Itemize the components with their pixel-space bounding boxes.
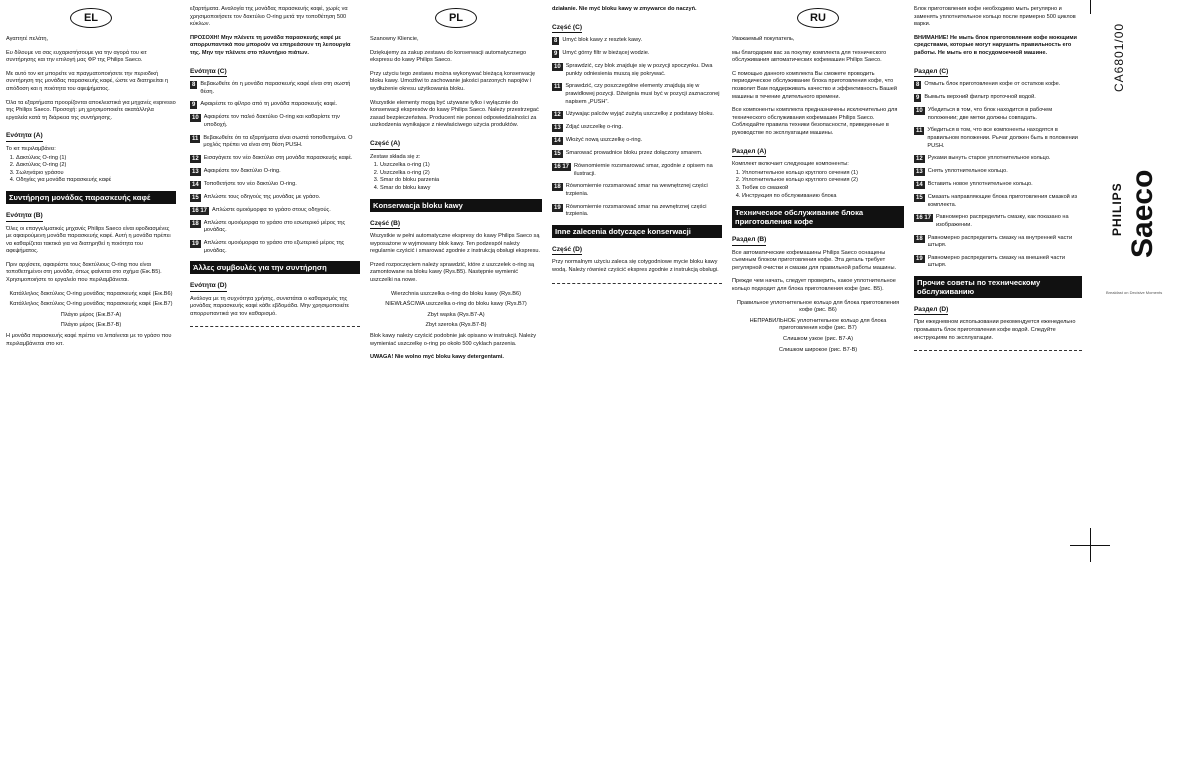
- ru-intro-2: С помощью данного комплекта Вы сможете проводить периодическое обслуживание блока приготовления кофе, что позволит Вам поддерживать качество и эффективность Вашей машины в течение длительного времени.: [732, 70, 897, 100]
- ru-section-a: Раздел (A): [732, 148, 766, 158]
- step-text: Вставить новое уплотнительное кольцо.: [927, 181, 1033, 188]
- tagline: Breakfast on Decisive Moments: [1106, 290, 1163, 295]
- step-text: Αφαιρέστε τον παλιό δακτύλιο O-ring και καθαρίστε την υποδοχή.: [203, 114, 340, 128]
- step-9: [552, 50, 722, 58]
- step-15: [552, 150, 722, 158]
- ru-b-ref-1: НЕПРАВИЛЬНОЕ уплотнительное кольцо для блока приготовления кофе (рис. B7): [749, 317, 887, 332]
- list-item: 1. Уплотнительное кольцо круглого сечения (1): [742, 170, 904, 178]
- step-text: Равномерно распределить смазку на внутренней части штыря.: [927, 234, 1073, 249]
- step-text: Równomiernie rozsmarować smar, zgodnie z opisem na ilustracji.: [574, 163, 713, 177]
- step-number: 13: [192, 168, 199, 175]
- step-12: [190, 155, 360, 163]
- step-number: 16 17: [554, 164, 570, 171]
- el-a-lead: Το κιτ περιλαμβάνει:: [6, 145, 56, 152]
- step-number: 13: [916, 169, 923, 176]
- step-15: [190, 194, 360, 202]
- ru-intro-3: Все компоненты комплекта предназначены исключительно для технического обслуживания кофемашин Philips Saeco. Соблюдайте правила техники безопасности, приведенные в руководстве по эксплуатации машины.: [732, 107, 898, 136]
- step-number: 15: [916, 195, 923, 202]
- el-intro-1: Ευ δίλουμε να σας ευχαριστήσουμε για την αγορά του κιτ συντήρησης και την επιλογή μας ΦΡ της Philips Saeco.: [6, 49, 147, 64]
- ru-b-text-0: Все автоматические кофемашины Philips Saeco оснащены съемным блоком приготовления кофе. Эта деталь требует регулярной очистки и смазки для правильной работы машины.: [732, 249, 897, 271]
- crop-mark-vertical: [1090, 528, 1091, 562]
- divider: [914, 350, 1082, 351]
- step-number: 16 17: [192, 207, 208, 214]
- ru-b-ref-0: Правильное уплотнительное кольцо для блока приготовления кофе (рис. B6): [736, 299, 900, 314]
- step-text: Εισαγάγετε τον νέο δακτύλιο στη μονάδα παρασκευής καφέ.: [203, 154, 353, 161]
- step-12: [914, 155, 1082, 163]
- saeco-logo: Saeco: [1126, 169, 1159, 258]
- step-8: [552, 37, 722, 45]
- ru-column-2: [914, 6, 1082, 359]
- ru-b-ref-3: Слишком широкое (рис. B7-B): [778, 346, 858, 353]
- step-11: [552, 83, 722, 106]
- step-text: Вымыть верхний фильтр проточной водой.: [924, 94, 1036, 101]
- crop-mark-vertical-top: [1090, 0, 1091, 14]
- el-b-ref-3: Πλάγιο μέρος (Εικ.B7-B): [60, 322, 122, 329]
- pl-intro-0: Szanowny Kliencie,: [370, 36, 419, 42]
- step-text: Απλώστε ομοιόμορφα το γράσο στο εξωτερικό μέρος της μονάδας.: [203, 239, 345, 254]
- pl-c-pre: działanie. Nie myć bloku kawy w zmywarce do naczyń.: [552, 6, 697, 12]
- step-13: [914, 168, 1082, 176]
- step-number: 15: [192, 194, 199, 201]
- step-text: Włożyć nową uszczelkę o-ring.: [565, 137, 643, 144]
- el-b-tail: Η μονάδα παρασκευής καφέ πρέπει να λιπαίνεται με το γράσο που περιλαμβάνεται στο κιτ.: [6, 333, 172, 347]
- pl-b-ref-0: Wierzchnia uszczelka o-ring do bloku kawy (Rys.B6): [391, 290, 521, 297]
- pl-b-ref-1: NIEWŁAŚCIWA uszczelka o-ring do bloku kawy (Rys.B7): [385, 301, 527, 308]
- step-text: Αφαιρέστε το φίλτρο από τη μονάδα παρασκευής καφέ.: [200, 101, 338, 108]
- step-text: Убедиться в том, что все компоненты находятся в правильном положении. Рычаг должен быть в положении PUSH.: [927, 127, 1078, 149]
- step-16-17: [190, 207, 360, 215]
- el-section-bar-b: Συντήρηση μονάδας παρασκευής καφέ: [6, 191, 176, 204]
- step-13: [190, 168, 360, 176]
- step-text: Равномерно распределить смазку на внешней части штыря.: [927, 254, 1066, 269]
- step-text: Sprawdzić, czy poszczególne elementy znajdują się w prawidłowej pozycji. Dźwignia musi być w pozycji zaznaczonej napisem „PUSH”.: [565, 83, 720, 105]
- step-text: Równomiernie rozsmarować smar na wewnętrznej części trzpienia.: [565, 183, 708, 197]
- divider: [190, 326, 360, 327]
- pl-b-tail: Blok kawy należy czyścić podobnie jak opisano w instrukcji. Należy wymieniać uszczelkę o-ring po około 500 cyklach parzenia.: [370, 333, 537, 347]
- pl-column-2: [552, 6, 722, 292]
- ru-c-pre: Блок приготовления кофе необходимо мыть регулярно и заменять уплотнительное кольцо после примерно 500 циклов варки.: [914, 6, 1076, 28]
- pl-b-ref-2: Zbyt wąska (Rys.B7-A): [427, 311, 485, 318]
- step-number: 8: [916, 82, 920, 89]
- divider: [552, 283, 722, 284]
- ru-column-1: [732, 6, 904, 357]
- ru-intro-0: Уважаемый покупатель,: [732, 36, 795, 42]
- step-number: 10: [916, 108, 923, 115]
- step-14: [190, 181, 360, 189]
- ru-section-bar-b: Техническое обслуживание блока приготовления кофе: [732, 206, 904, 228]
- step-13: [552, 124, 722, 132]
- step-number: 10: [554, 64, 561, 71]
- step-14: [914, 181, 1082, 189]
- pl-intro-1: Dziękujemy za zakup zestawu do konserwacji automatycznego ekspresu do kawy Philips Saeco.: [370, 49, 527, 64]
- el-intro-0: Αγαπητέ πελάτη,: [6, 36, 49, 42]
- el-section-bar-d: Άλλες συμβουλές για την συντήρηση: [190, 261, 360, 274]
- language-badge-el: EL: [70, 8, 112, 28]
- step-16-17: [552, 163, 722, 178]
- el-column-2: [190, 6, 360, 335]
- step-number: 18: [916, 235, 923, 242]
- step-number: 14: [192, 181, 199, 188]
- list-item: 2. Уплотнительное кольцо круглого сечения (2): [742, 177, 904, 185]
- step-18: [552, 183, 722, 198]
- step-text: Βεβαιωθείτε ότι τα εξαρτήματα είναι σωστά τοποθετημένα. Ο μοχλός πρέπει να είναι στη θέση PUSH.: [203, 134, 353, 149]
- step-16-17: [914, 214, 1082, 229]
- step-number: 18: [192, 220, 199, 227]
- el-section-a: Ενότητα (A): [6, 132, 43, 142]
- step-number: 11: [554, 84, 561, 91]
- language-badge-ru: RU: [797, 8, 839, 28]
- step-number: 11: [916, 128, 923, 135]
- step-19: [552, 204, 722, 219]
- list-item: 1. Uszczelka o-ring (1): [380, 162, 542, 170]
- model-code: CA6801/00: [1112, 22, 1126, 92]
- pl-section-c: Część (C): [552, 24, 582, 34]
- step-number: 14: [554, 138, 561, 145]
- el-column-1: [6, 6, 176, 354]
- step-text: Równomiernie rozsmarować smar na zewnętrznej części trzpienia.: [565, 203, 707, 218]
- list-item: 4. Инструкция по обслуживанию блока: [742, 193, 904, 201]
- step-text: Απλώστε ομοιόμορφα το γράσο στο εσωτερικό μέρος της μονάδας.: [203, 219, 346, 234]
- step-18: [914, 235, 1082, 250]
- step-11: [190, 135, 360, 150]
- step-text: Отмыть блок приготовления кофе от остатков кофе.: [924, 81, 1061, 88]
- list-item: 3. Σωληνάριο γράσου: [16, 170, 176, 178]
- ru-parts-list: [732, 170, 904, 200]
- step-10: [552, 63, 722, 78]
- ru-section-b: Раздел (B): [732, 236, 766, 246]
- step-14: [552, 137, 722, 145]
- el-b-ref-1: Κατάλληλος δακτύλιος O-ring μονάδας παρασκευής καφέ (Εικ.B7): [9, 301, 173, 308]
- pl-b-text-1: Przed rozpoczęciem należy sprawdzić, które z uszczelek o-ring są zamontowane na bloku kawy (Rys.B5). Następnie wymienić uszczelki na nowe.: [370, 261, 535, 284]
- step-text: Sprawdzić, czy blok znajduje się w pozycji spoczynku. Dwa punkty odniesienia muszą się pokrywać.: [565, 63, 713, 77]
- step-number: 11: [192, 135, 199, 142]
- step-8: [914, 81, 1082, 89]
- el-parts-list: [6, 155, 176, 185]
- el-c-pre: εξαρτήματα. Αναλογία της μονάδας παρασκευής καφέ, χωρίς να χρησιμοποιήσετε τον δακτύλιο O-ring μετά την τοποθέτηση 500 κύκλων.: [190, 6, 348, 28]
- step-text: Używając palców wyjąć zużytą uszczelkę z podstawy bloku.: [565, 111, 714, 118]
- step-number: 13: [554, 125, 561, 132]
- step-number: 9: [192, 102, 196, 109]
- ru-section-d: Раздел (D): [914, 306, 948, 316]
- step-text: Τοποθετήστε τον νέο δακτύλιο O-ring.: [203, 180, 297, 187]
- step-text: Umyć blok kawy z resztek kawy.: [562, 37, 643, 44]
- step-text: Убедиться в том, что блок находится в рабочем положении; две метки должны совпадать.: [927, 107, 1053, 121]
- pl-b-ref-3: Zbyt szeroka (Rys.B7-B): [425, 322, 487, 329]
- step-number: 15: [554, 151, 561, 158]
- pl-parts-list: [370, 162, 542, 192]
- step-text: Απλώστε τους οδηγούς της μονάδας με γράσο.: [203, 193, 321, 200]
- pl-section-bar-d: Inne zalecenia dotyczące konserwacji: [552, 225, 722, 238]
- step-number: 12: [554, 112, 561, 119]
- el-b-text-0: Όλες οι επαγγελματικές μηχανές Philips Saeco είναι εφοδιασμένες με αφαιρούμενη μονάδα παρασκευής καφέ. Αυτή η μονάδα πρέπει να καθαρίζεται τακτικά για να διατηρηθεί η ποιότητα του αφεψήματος.: [6, 225, 171, 255]
- pl-b-text-0: Wszystkie w pełni automatyczne ekspresy do kawy Philips Saeco są wyposażone w wyjmowany blok kawy. Ten podzespół należy regularnie czyścić i smarować zgodnie z instrukcją obsługi ekspresu.: [370, 233, 541, 255]
- step-number: 9: [554, 51, 558, 58]
- el-section-b: Ενότητα (B): [6, 212, 43, 222]
- el-d-text: Ανάλογα με τη συχνότητα χρήσης, συνιστάται ο καθαρισμός της μονάδας παρασκευής καφέ κάθε εβδομάδα. Μην χρησιμοποιείτε απορρυπαντικά για τον καθαρισμό.: [190, 295, 350, 317]
- step-number: 19: [192, 240, 199, 247]
- step-10: [914, 107, 1082, 122]
- step-number: 8: [554, 38, 558, 45]
- step-number: 19: [554, 204, 561, 211]
- pl-intro-2: Przy użyciu tego zestawu można wykonywać bieżącą konserwację bloku kawy. Umożliwi to zachowanie jakości parzonych napojów i wydłużenie okresu użytkowania bloku.: [370, 70, 536, 92]
- step-8: [190, 81, 360, 96]
- list-item: 3. Smar do bloku parzenia: [380, 177, 542, 185]
- step-text: Равномерно распределить смазку, как показано на изображении.: [936, 214, 1069, 228]
- el-intro-3: Όλα τα εξαρτήματα προορίζονται αποκλειστικά για μηχανές espresso της Philips Saeco. Προσοχή: μη χρησιμοποιείτε ακατάλληλα εργαλεία κατά τη διάρκεια της συντήρησης.: [6, 99, 176, 121]
- list-item: 4. Οδηγίες για μονάδα παρασκευής καφέ: [16, 177, 176, 185]
- step-18: [190, 220, 360, 235]
- el-section-c: Ενότητα (C): [190, 68, 227, 78]
- step-text: Απλώστε ομοιόμορφα το γράσο στους οδηγούς.: [212, 206, 331, 213]
- ru-c-warning: ВНИМАНИЕ! Не мыть блок приготовления кофе моющими средствами, которые могут нарушить правильность его работы. Не мыть его в посудомоечной машине.: [914, 34, 1077, 56]
- pl-intro-3: Wszystkie elementy mogą być używane tylko i wyłącznie do konserwacji ekspresów do kawy Philips Saeco. Należy przestrzegać zasad bezpieczeństwa. Producent nie ponosi odpowiedzialności za uszkodzenia wynikające z niewłaściwego użycia produktów.: [370, 99, 539, 129]
- step-number: 12: [192, 155, 199, 162]
- pl-section-d: Część (D): [552, 246, 582, 256]
- ru-section-c: Раздел (C): [914, 68, 948, 78]
- list-item: 1. Δακτύλιος O-ring (1): [16, 155, 176, 163]
- step-text: Umyć górny filtr w bieżącej wodzie.: [562, 50, 650, 57]
- list-item: 2. Δακτύλιος O-ring (2): [16, 162, 176, 170]
- pl-column-1: [370, 6, 542, 368]
- el-b-ref-2: Πλάγιο μέρος (Εικ.B7-A): [60, 311, 122, 318]
- step-text: Βεβαιωθείτε ότι η μονάδα παρασκευής καφέ είναι στη σωστή θέση.: [200, 81, 351, 95]
- ru-b-text-1: Прежде чем начать, следует проверить, какое уплотнительное кольцо подходит для блока приготовления кофе (рис. B5).: [732, 278, 896, 293]
- step-number: 8: [192, 82, 196, 89]
- step-number: 14: [916, 182, 923, 189]
- pl-section-a: Część (A): [370, 140, 400, 150]
- el-c-warning: ΠΡΟΣΟΧΗ! Μην πλένετε τη μονάδα παρασκευής καφέ με απορρυπαντικά που μπορούν να επηρεάσουν τη λειτουργία της. Μην την πλένετε στο πλυντήριο πιάτων.: [190, 34, 351, 56]
- ru-b-ref-2: Слишком узкое (рис. B7-A): [783, 336, 853, 343]
- step-text: Zdjąć uszczelkę o-ring.: [565, 124, 623, 131]
- step-number: 9: [916, 95, 920, 102]
- step-9: [914, 94, 1082, 102]
- el-section-d: Ενότητα (D): [190, 282, 227, 292]
- philips-wordmark: PHILIPS: [1110, 182, 1124, 236]
- pl-section-bar-b: Konserwacja bloku kawy: [370, 199, 542, 212]
- step-text: Руками вынуть старое уплотнительное кольцо.: [927, 155, 1051, 162]
- step-number: 10: [192, 115, 199, 122]
- ru-intro-1: мы благодарим вас за покупку комплекта для технического обслуживания автоматических кофемашин Philips Saeco.: [732, 49, 887, 64]
- pl-a-lead: Zestaw składa się z:: [370, 153, 421, 160]
- ru-d-text: При ежедневном использовании рекомендуется еженедельно промывать блок приготовления кофе водой. Следуйте инструкциям по эксплуатации.: [914, 319, 1076, 341]
- el-b-ref-0: Κατάλληλος δακτύλιος O-ring μονάδας παρασκευής καφέ (Εικ.B6): [9, 290, 173, 297]
- pl-d-text: Przy normalnym użyciu zaleca się cotygodniowe mycie bloku kawy wodą. Należy również czyścić ekspres zgodnie z instrukcją obsługi.: [552, 259, 719, 273]
- ru-a-lead: Комплект включает следующие компоненты:: [732, 161, 849, 168]
- step-number: 19: [916, 255, 923, 262]
- language-badge-pl: PL: [435, 8, 477, 28]
- list-item: 3. Тюбик со смазкой: [742, 185, 904, 193]
- step-number: 12: [916, 156, 923, 163]
- pl-section-b: Część (B): [370, 220, 400, 230]
- ru-section-bar-d: Прочие советы по техническому обслуживанию: [914, 276, 1082, 298]
- step-11: [914, 127, 1082, 150]
- step-9: [190, 101, 360, 109]
- step-15: [914, 194, 1082, 209]
- step-text: Снять уплотнительное кольцо.: [927, 168, 1008, 175]
- list-item: 4. Smar do bloku kawy: [380, 185, 542, 193]
- pl-b-warning: UWAGA! Nie wolno myć bloku kawy detergentami.: [370, 354, 504, 361]
- step-text: Смазать направляющие блока приготовления смазкой из комплекта.: [927, 194, 1078, 208]
- el-b-text-1: Πριν αρχίσετε, αφαιρέστε τους δακτύλιους O-ring που είναι τοποθετημένοι στη μονάδα, όπως φαίνεται στο σχήμα (Εικ.Β5). Χρησιμοποιήστε το εργαλείο που περιλαμβάνεται.: [6, 261, 162, 284]
- step-19: [190, 240, 360, 255]
- step-number: 18: [554, 184, 561, 191]
- step-10: [190, 114, 360, 129]
- list-item: 2. Uszczelka o-ring (2): [380, 170, 542, 178]
- step-12: [552, 111, 722, 119]
- step-text: Αφαιρέστε τον δακτύλιο O-ring.: [203, 167, 281, 174]
- step-19: [914, 255, 1082, 270]
- el-intro-2: Με αυτό τον κιτ μπορείτε να πραγματοποιήσετε την περιοδική συντήρηση της μονάδας παρασκευής καφέ, ώστε να διατηρείται η απόδοση και η ποιότητα του αφεψήματος.: [6, 70, 169, 92]
- step-text: Smarować prowadnice bloku przez dołączony smarem.: [565, 150, 703, 157]
- step-number: 16 17: [916, 215, 932, 222]
